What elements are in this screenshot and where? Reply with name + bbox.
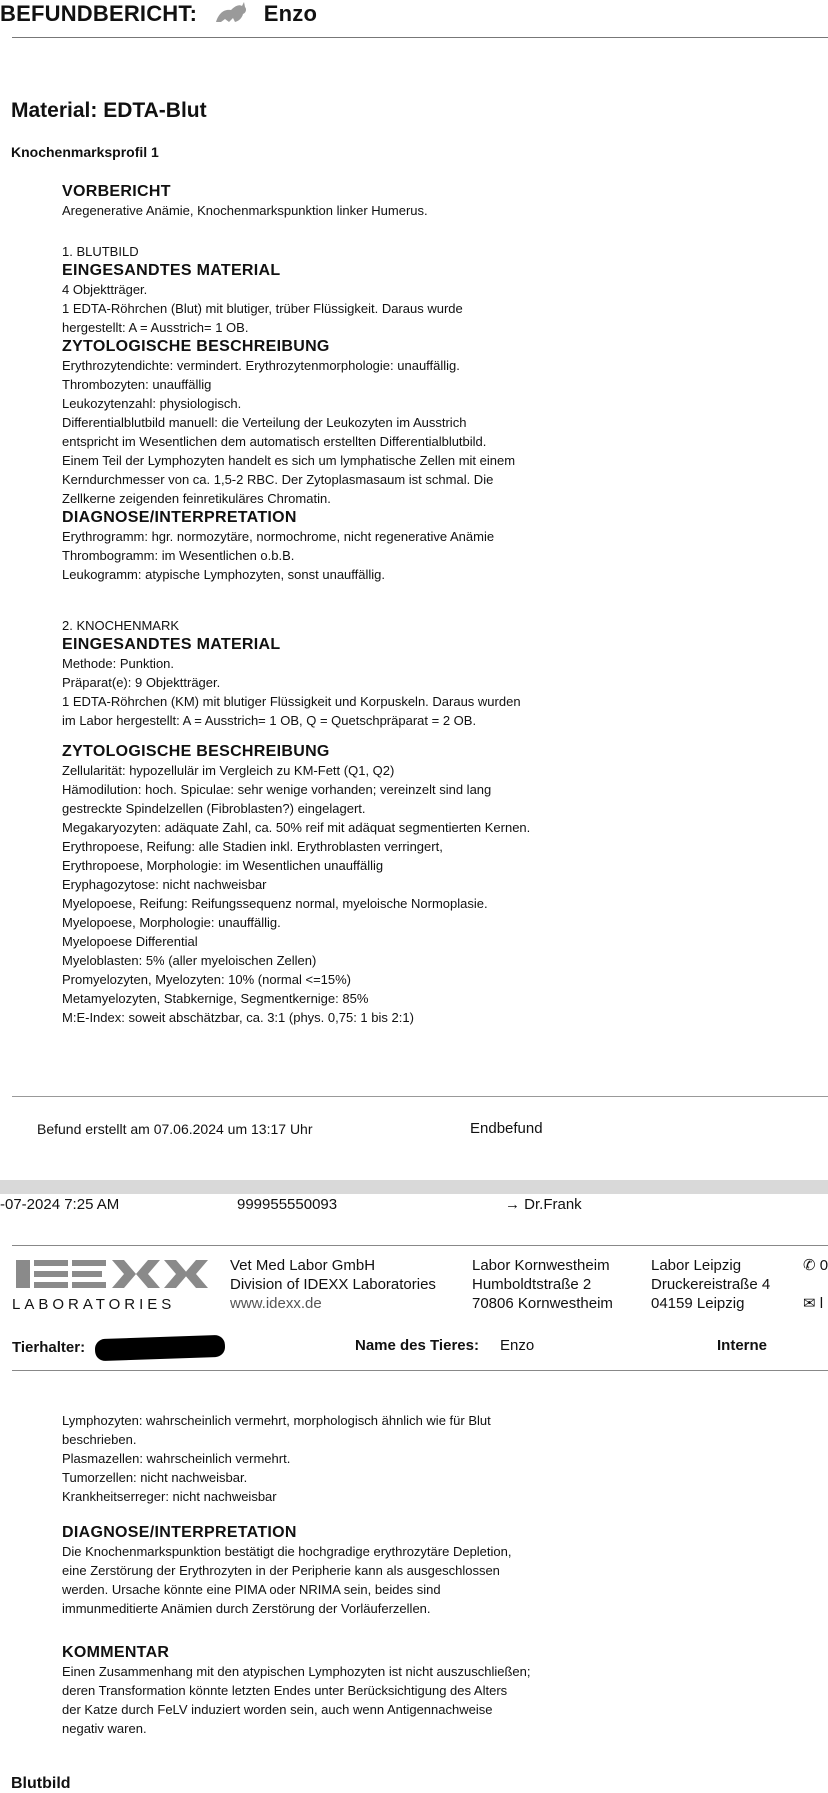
tierhalter-label: Tierhalter: (12, 1338, 86, 1356)
text-line: im Labor hergestellt: A = Ausstrich= 1 OB, Q = Quetschpräparat = 2 OB. (62, 713, 477, 728)
text-line: Plasmazellen: wahrscheinlich vermehrt. (62, 1451, 291, 1466)
lab-kornwestheim-name: Labor Kornwestheim (472, 1257, 610, 1274)
contact-column (803, 1256, 828, 1313)
text-line: Tumorzellen: nicht nachweisbar. (62, 1470, 248, 1485)
text-line: Myelopoese, Morphologie: unauffällig. (62, 915, 281, 930)
text-line: Megakaryozyten: adäquate Zahl, ca. 50% reif mit adäquat segmentierten Kernen. (62, 820, 531, 835)
cat-icon (213, 0, 249, 30)
profile-title: Knochenmarksprofil 1 (11, 144, 159, 160)
text-line: Leukozytenzahl: physiologisch. (62, 396, 242, 411)
company-website[interactable]: www.idexx.de (230, 1295, 322, 1312)
lab-leipzig (651, 1256, 770, 1313)
idexx-logo-mark (12, 1254, 208, 1294)
blutbild-material-heading: EINGESANDTES MATERIAL (62, 262, 281, 279)
kommentar-heading: KOMMENTAR (62, 1644, 170, 1661)
fax-datetime: -07-2024 7:25 AM (0, 1196, 120, 1213)
text-line: Myelopoese, Reifung: Reifungssequenz normal, myeloische Normoplasie. (62, 896, 488, 911)
text-line: Zellkerne zeigenden feinretikuläres Chromatin. (62, 491, 331, 506)
text-line: Zellularität: hypozellulär im Vergleich zu KM-Fett (Q1, Q2) (62, 763, 395, 778)
text-line: Präparat(e): 9 Objektträger. (62, 675, 221, 690)
mail-icon: ✉ (803, 1295, 816, 1312)
text-line: Promyelozyten, Myelozyten: 10% (normal <=15%) (62, 972, 352, 987)
blutbild-diag-heading: DIAGNOSE/INTERPRETATION (62, 509, 297, 526)
text-line: Hämodilution: hoch. Spiculae: sehr wenige vorhanden; vereinzelt sind lang (62, 782, 492, 797)
lab-leipzig-name: Labor Leipzig (651, 1257, 742, 1274)
text-line: 1 EDTA-Röhrchen (KM) mit blutiger Flüssigkeit und Korpuskeln. Daraus wurden (62, 694, 521, 709)
knochenmark-label: 2. KNOCHENMARK (62, 618, 180, 633)
text-line: Erythropoese, Morphologie: im Wesentlichen unauffällig (62, 858, 384, 873)
text-line: Erythrogramm: hgr. normozytäre, normochrome, nicht regenerative Anämie (62, 529, 495, 544)
text-line: deren Transformation könnte letzten Endes unter Berücksichtigung des Alters (62, 1683, 508, 1698)
text-line: Lymphozyten: wahrscheinlich vermehrt, morphologisch ähnlich wie für Blut (62, 1413, 491, 1428)
fax-number: 999955550093 (237, 1196, 338, 1213)
page2-diag-heading: DIAGNOSE/INTERPRETATION (62, 1524, 297, 1541)
text-line: Eryphagozytose: nicht nachweisbar (62, 877, 267, 892)
text-line: Leukogramm: atypische Lymphozyten, sonst unauffällig. (62, 567, 386, 582)
mail-row (803, 1294, 828, 1313)
text-line: der Katze durch FeLV induziert worden sein, auch wenn Antigennachweise (62, 1702, 493, 1717)
vorbericht-text: Aregenerative Anämie, Knochenmarkspunktion linker Humerus. (62, 203, 428, 218)
phone-fragment: 0 (819, 1257, 828, 1274)
page2-zyto-continued (62, 1411, 802, 1506)
knochenmark-material-heading: EINGESANDTES MATERIAL (62, 636, 281, 653)
report-title: BEFUNDBERICHT: (0, 0, 198, 26)
interne-label: Interne (717, 1337, 768, 1354)
text-line: beschrieben. (62, 1432, 137, 1447)
knochenmark-section (62, 616, 802, 1027)
lab-leipzig-city: 04159 Leipzig (651, 1295, 745, 1312)
cut-off-heading: Blutbild (11, 1775, 71, 1792)
footer-divider (12, 1096, 828, 1097)
lab-kornwestheim-street: Humboldtstraße 2 (472, 1276, 592, 1293)
text-line: Erythropoese, Reifung: alle Stadien inkl. Erythroblasten verringert, (62, 839, 443, 854)
company-name: Vet Med Labor GmbH (230, 1257, 376, 1274)
text-line: gestreckte Spindelzellen (Fibroblasten?) eingelagert. (62, 801, 366, 816)
meta-divider (12, 1245, 828, 1246)
page-separator (0, 1180, 828, 1194)
logo-subtitle: LABORATORIES (12, 1296, 176, 1313)
tiername-value: Enzo (500, 1337, 535, 1354)
patient-row (12, 1337, 828, 1359)
text-line: Methode: Punktion. (62, 656, 175, 671)
text-line: hergestellt: A = Ausstrich= 1 OB. (62, 320, 249, 335)
vorbericht-section (62, 182, 802, 220)
text-line: eine Zerstörung der Erythrozyten in der Peripherie kann als ausgeschlossen (62, 1563, 500, 1578)
phone-icon: ✆ (803, 1257, 816, 1274)
text-line: Die Knochenmarkspunktion bestätigt die hochgradige erythrozytäre Depletion, (62, 1544, 512, 1559)
lab-kornwestheim (472, 1256, 613, 1313)
text-line: werden. Ursache könnte eine PIMA oder NRIMA sein, beides sind (62, 1582, 441, 1597)
blutbild-section (62, 242, 802, 584)
text-line: Einem Teil der Lymphozyten handelt es sich um lymphatische Zellen mit einem (62, 453, 516, 468)
text-line: M:E-Index: soweit abschätzbar, ca. 3:1 (phys. 0,75: 1 bis 2:1) (62, 1010, 414, 1025)
text-line: 1 EDTA-Röhrchen (Blut) mit blutiger, trüber Flüssigkeit. Daraus wurde (62, 301, 463, 316)
patient-divider (12, 1370, 828, 1371)
text-line: Einen Zusammenhang mit den atypischen Lymphozyten ist nicht auszuschließen; (62, 1664, 531, 1679)
knochenmark-zyto-heading: ZYTOLOGISCHE BESCHREIBUNG (62, 743, 330, 760)
kommentar-section (62, 1643, 802, 1738)
redacted-owner (95, 1335, 226, 1362)
blutbild-label: 1. BLUTBILD (62, 244, 139, 259)
idexx-logo (12, 1254, 208, 1312)
lab-leipzig-street: Druckereistraße 4 (651, 1276, 771, 1293)
page2-diag-section (62, 1523, 802, 1618)
text-line: entspricht im Wesentlichen dem automatisch erstellten Differentialblutbild. (62, 434, 487, 449)
text-line: Differentialblutbild manuell: die Verteilung der Leukozyten im Ausstrich (62, 415, 467, 430)
blutbild-zyto-heading: ZYTOLOGISCHE BESCHREIBUNG (62, 338, 330, 355)
text-line: 4 Objektträger. (62, 282, 148, 297)
patient-name: Enzo (263, 0, 318, 26)
company-division: Division of IDEXX Laboratories (230, 1276, 436, 1293)
tiername-label: Name des Tieres: (355, 1337, 479, 1354)
text-line: Kerndurchmesser von ca. 1,5-2 RBC. Der Zytoplasmasaum ist schmal. Die (62, 472, 494, 487)
phone-row (803, 1256, 828, 1275)
material-title: Material: EDTA-Blut (11, 99, 207, 122)
text-line: Myelopoese Differential (62, 934, 198, 949)
text-line: Thrombozyten: unauffällig (62, 377, 212, 392)
text-line: immunmeditierte Anämien durch Zerstörung der Vorläuferzellen. (62, 1601, 431, 1616)
report-header (0, 0, 317, 30)
final-status: Endbefund (470, 1120, 543, 1137)
recipient: → Dr.Frank (505, 1196, 582, 1213)
text-line: Krankheitserreger: nicht nachweisbar (62, 1489, 277, 1504)
text-line: negativ waren. (62, 1721, 147, 1736)
text-line: Thrombogramm: im Wesentlichen o.b.B. (62, 548, 295, 563)
lab-kornwestheim-city: 70806 Kornwestheim (472, 1295, 613, 1312)
text-line: Metamyelozyten, Stabkernige, Segmentkernige: 85% (62, 991, 369, 1006)
company-info (230, 1256, 436, 1313)
header-divider (12, 37, 828, 38)
created-timestamp: Befund erstellt am 07.06.2024 um 13:17 Uhr (37, 1121, 313, 1137)
vorbericht-heading: VORBERICHT (62, 183, 171, 200)
text-line: Erythrozytendichte: vermindert. Erythrozytenmorphologie: unauffällig. (62, 358, 460, 373)
mail-fragment: l (819, 1295, 824, 1312)
text-line: Myeloblasten: 5% (aller myeloischen Zellen) (62, 953, 317, 968)
